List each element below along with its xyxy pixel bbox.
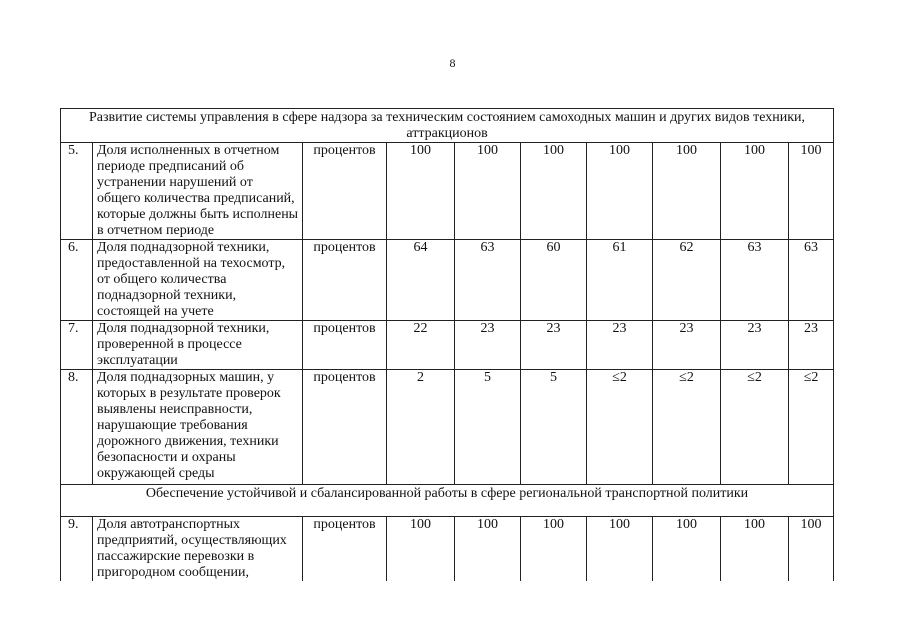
row-number: 6.	[61, 240, 93, 321]
section-title: Развитие системы управления в сфере надзора за техническим состоянием самоходных машин и других видов техники, аттракционов	[61, 109, 834, 143]
indicator-name: Доля поднадзорных машин, у которых в результате проверок выявлены неисправности, нарушающие требования дорожного движения, техники безопасности и охраны окружающей среды	[93, 370, 303, 485]
value-cell: 22	[387, 321, 455, 370]
value-cell: 100	[721, 517, 789, 582]
value-cell: 100	[653, 517, 721, 582]
unit-cell: процентов	[303, 240, 387, 321]
value-cell: 63	[789, 240, 834, 321]
value-cell: 23	[455, 321, 521, 370]
value-cell: 60	[521, 240, 587, 321]
value-cell: 23	[721, 321, 789, 370]
indicator-name: Доля автотранспортных предприятий, осуществляющих пассажирские перевозки в пригородном сообщении,	[93, 517, 303, 582]
value-cell: 2	[387, 370, 455, 485]
row-number: 8.	[61, 370, 93, 485]
value-cell: ≤2	[587, 370, 653, 485]
value-cell: 100	[455, 517, 521, 582]
value-cell: 100	[521, 143, 587, 240]
value-cell: 64	[387, 240, 455, 321]
value-cell: 61	[587, 240, 653, 321]
section-header-row	[61, 485, 834, 517]
table-row	[61, 240, 834, 321]
value-cell: 23	[587, 321, 653, 370]
value-cell: ≤2	[789, 370, 834, 485]
value-cell: 62	[653, 240, 721, 321]
value-cell: 100	[789, 143, 834, 240]
value-cell: 23	[653, 321, 721, 370]
value-cell: 100	[587, 517, 653, 582]
unit-cell: процентов	[303, 321, 387, 370]
row-number: 7.	[61, 321, 93, 370]
unit-cell: процентов	[303, 143, 387, 240]
page-number: 8	[449, 56, 456, 70]
unit-cell: процентов	[303, 517, 387, 582]
value-cell: 100	[387, 143, 455, 240]
value-cell: 100	[721, 143, 789, 240]
row-number: 5.	[61, 143, 93, 240]
value-cell: 100	[653, 143, 721, 240]
value-cell: 100	[455, 143, 521, 240]
table-row	[61, 321, 834, 370]
indicator-name: Доля исполненных в отчетном периоде предписаний об устранении нарушений от общего количества предписаний, которые должны быть исполнены в отчетном периоде	[93, 143, 303, 240]
table-row	[61, 370, 834, 485]
value-cell: 5	[521, 370, 587, 485]
indicators-table	[60, 108, 834, 581]
value-cell: 23	[521, 321, 587, 370]
value-cell: 100	[521, 517, 587, 582]
unit-cell: процентов	[303, 370, 387, 485]
value-cell: 63	[721, 240, 789, 321]
indicator-name: Доля поднадзорной техники, предоставленной на техосмотр, от общего количества поднадзорной техники, состоящей на учете	[93, 240, 303, 321]
value-cell: ≤2	[721, 370, 789, 485]
value-cell: 5	[455, 370, 521, 485]
value-cell: 100	[587, 143, 653, 240]
value-cell: 63	[455, 240, 521, 321]
value-cell: ≤2	[653, 370, 721, 485]
value-cell: 23	[789, 321, 834, 370]
table-row	[61, 517, 834, 582]
indicator-name: Доля поднадзорной техники, проверенной в процессе эксплуатации	[93, 321, 303, 370]
value-cell: 100	[387, 517, 455, 582]
section-header-row	[61, 109, 834, 143]
table-row	[61, 143, 834, 240]
row-number: 9.	[61, 517, 93, 582]
value-cell: 100	[789, 517, 834, 582]
section-title: Обеспечение устойчивой и сбалансированной работы в сфере региональной транспортной политики	[61, 485, 834, 517]
